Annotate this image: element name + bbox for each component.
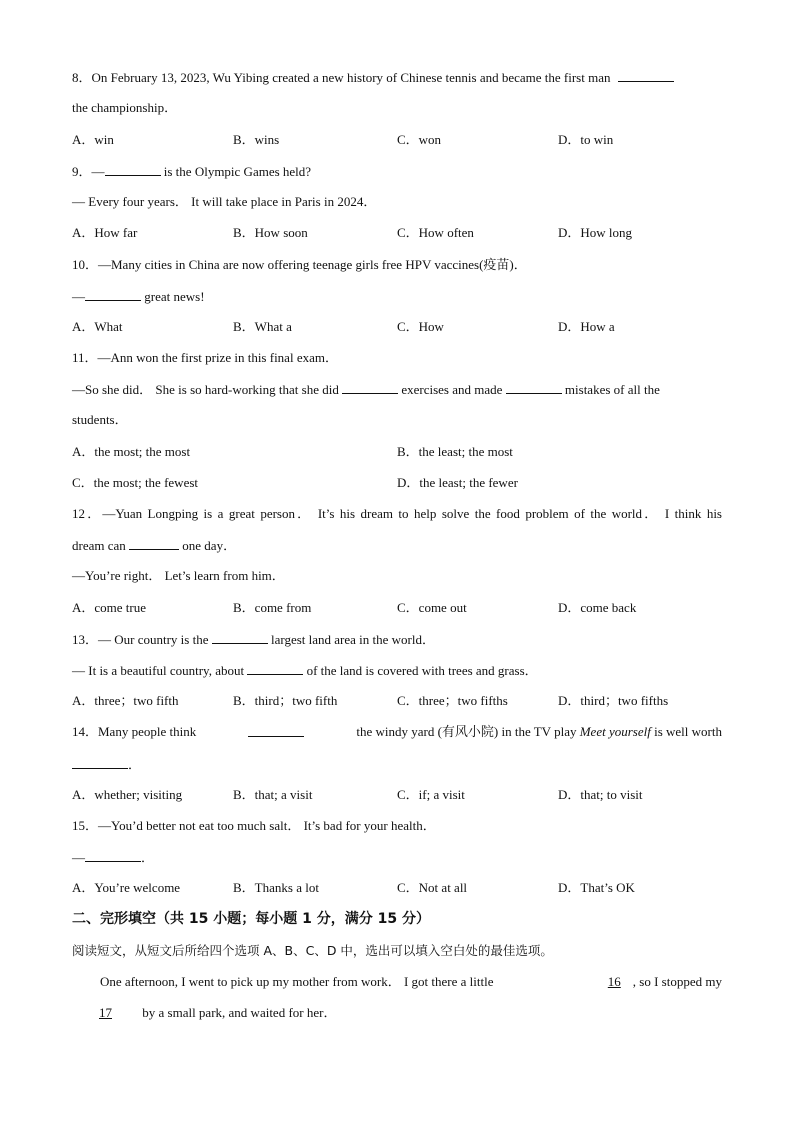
answer-blank [247, 661, 303, 675]
option-b: B．What a [233, 319, 292, 334]
question-11-text-a: —So she did． She is so hard-working that she did [72, 382, 339, 397]
answer-blank [212, 630, 268, 644]
tv-play-title: Meet yourself [579, 724, 651, 739]
option-c: C．three；two fifths [397, 693, 508, 708]
passage-line-1 [100, 973, 722, 991]
question-11-text-c: mistakes of all the [561, 382, 660, 397]
question-9-stem [72, 162, 311, 181]
answer-blank [85, 848, 141, 862]
answer-blank [506, 380, 562, 394]
answer-blank [618, 68, 674, 82]
option-d: D．How long [558, 225, 633, 240]
option-a: A．come true [72, 600, 147, 615]
question-13-text-d: of the land is covered with trees and grass． [303, 663, 538, 678]
question-10-stem: 10．—Many cities in China are now offering teenage girls free HPV vaccines(疫苗)． [72, 257, 527, 272]
question-12-stem-cont [72, 536, 236, 555]
answer-blank [85, 287, 141, 301]
option-c: C．come out [397, 600, 467, 615]
option-a: A．the most; the most [72, 444, 191, 459]
option-c: C．if; a visit [397, 787, 465, 802]
dash: — [72, 289, 85, 304]
passage-text-b-wrap [588, 973, 722, 991]
question-8-stem [72, 68, 674, 87]
question-12-reply: —You’re right． Let’s learn from him． [72, 568, 285, 583]
blank-16: 16 [607, 974, 621, 989]
section-heading: 二、完形填空（共 15 小题；每小题 1 分，满分 15 分） [72, 911, 430, 927]
option-c: C．How [397, 319, 444, 334]
question-14-text-c: is well worth [650, 724, 722, 739]
question-11-reply [72, 380, 660, 399]
question-8-text: 8．On February 13, 2023, Wu Yibing created a new history of Chinese tennis and became the first man [72, 70, 611, 85]
question-11-text-b: exercises and made [398, 382, 503, 397]
question-10-reply [72, 287, 205, 306]
option-b: B．come from [233, 600, 312, 615]
question-15-stem: 15．—You’d better not eat too much salt． It’s bad for your health． [72, 818, 436, 833]
section-instruction: 阅读短文，从短文后所给四个选项 A、B、C、D 中，选出可以填入空白处的最佳选项。 [72, 943, 553, 958]
question-14-text-b-wrap [356, 723, 722, 741]
question-14-stem-cont [72, 755, 141, 774]
passage-text-b: , so I stopped my [632, 974, 722, 989]
option-b: B．How soon [233, 225, 308, 240]
option-c: C．How often [397, 225, 474, 240]
question-8-stem-cont: the championship． [72, 100, 178, 115]
dash: — [72, 850, 85, 865]
blank-17: 17 [99, 1005, 112, 1020]
option-a: A．whether; visiting [72, 787, 183, 802]
answer-blank [248, 723, 304, 737]
option-c: C．the most; the fewest [72, 475, 199, 490]
option-c: C．Not at all [397, 880, 468, 895]
question-13-text-c: — It is a beautiful country, about [72, 663, 245, 678]
question-13-text-a: 13．— Our country is the [72, 632, 209, 647]
answer-blank [105, 162, 161, 176]
question-13-reply [72, 661, 538, 680]
question-11-stem-cont: students． [72, 412, 128, 427]
period: ． [128, 757, 142, 772]
option-a: A．What [72, 319, 123, 334]
question-13-text-b: largest land area in the world． [267, 632, 435, 647]
option-d: D．the least; the fewer [397, 475, 518, 490]
question-14-stem [72, 723, 722, 741]
option-b: B．Thanks a lot [233, 880, 319, 895]
passage-line-2 [72, 1004, 336, 1022]
option-a: A．How far [72, 225, 138, 240]
option-a: A．You’re welcome [72, 880, 181, 895]
option-d: D．How a [558, 319, 615, 334]
passage-text-a: One afternoon, I went to pick up my mother from work． I got there a little [100, 974, 494, 989]
question-15-reply [72, 848, 154, 867]
option-b: B．that; a visit [233, 787, 313, 802]
option-b: B．the least; the most [397, 444, 513, 459]
period: ． [141, 850, 155, 865]
option-d: D．third；two fifths [558, 693, 669, 708]
question-9-reply: — Every four years． It will take place in Paris in 2024． [72, 194, 377, 209]
option-b: B．wins [233, 132, 280, 147]
option-d: D．to win [558, 132, 614, 147]
question-13-stem [72, 630, 435, 649]
option-b: B．third；two fifth [233, 693, 338, 708]
answer-blank [342, 380, 398, 394]
question-10-text: great news! [141, 289, 205, 304]
question-12-text-a: dream can [72, 538, 126, 553]
question-9-text: is the Olympic Games held? [160, 164, 312, 179]
answer-blank [72, 755, 128, 769]
answer-blank [129, 536, 179, 550]
option-d: D．come back [558, 600, 637, 615]
question-11-stem: 11．—Ann won the first prize in this final exam． [72, 350, 338, 365]
passage-text-c: by a small park, and waited for her． [139, 1005, 337, 1020]
question-9-prefix: 9．— [72, 164, 105, 179]
option-a: A．win [72, 132, 114, 147]
option-c: C．won [397, 132, 442, 147]
question-14-text-b: the windy yard (有风小院) in the TV play [356, 724, 580, 739]
option-d: D．That’s OK [558, 880, 635, 895]
option-a: A．three；two fifth [72, 693, 179, 708]
question-12-text-b: one day． [179, 538, 237, 553]
question-12-stem: 12．—Yuan Longping is a great person． It’s his dream to help solve the food problem of the world． I think his [72, 506, 722, 521]
question-14-text-a: 14．Many people think [72, 724, 197, 739]
option-d: D．that; to visit [558, 787, 643, 802]
